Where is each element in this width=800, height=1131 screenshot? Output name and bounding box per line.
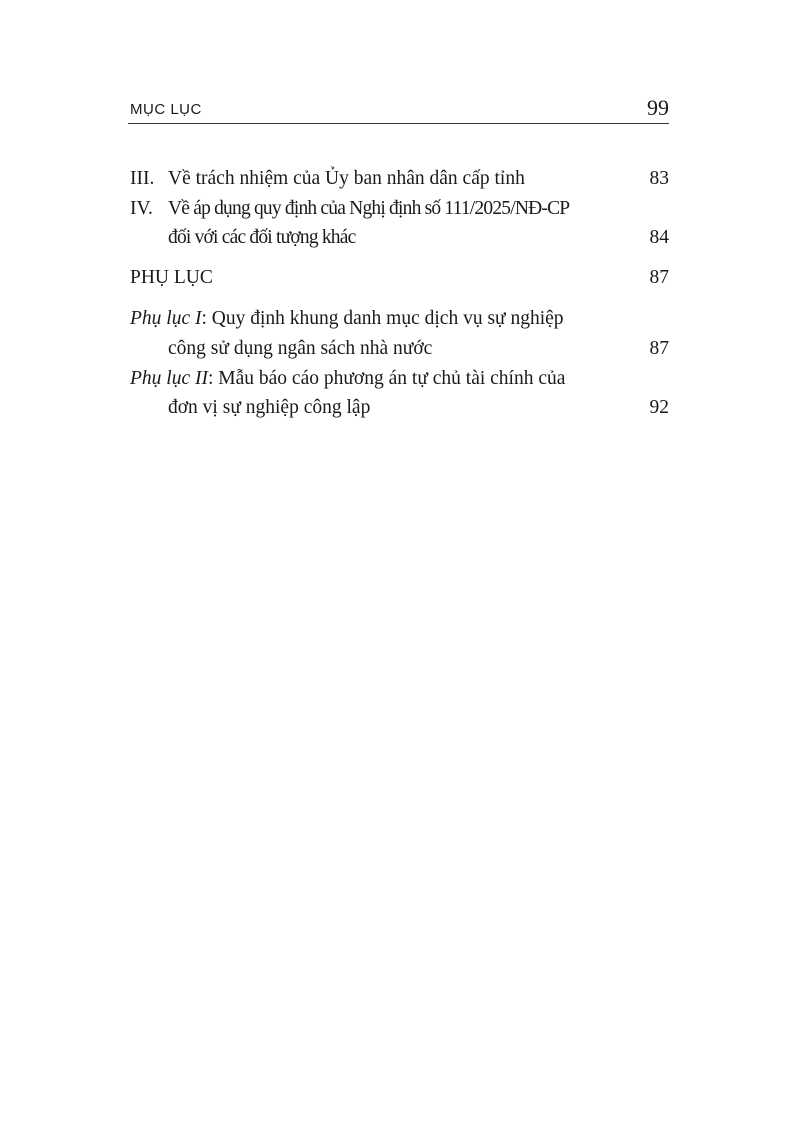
toc-entry-page: 87 (649, 267, 669, 288)
toc-entry-text: Phụ lục II: Mẫu báo cáo phương án tự chủ tài chính của (130, 368, 566, 389)
toc-entry-page: 84 (649, 227, 669, 248)
toc-entry-number: IV. (130, 198, 153, 219)
appendix-label: Phụ lục I (130, 308, 202, 329)
toc-entry-text-continued: công sử dụng ngân sách nhà nước (168, 338, 433, 359)
running-header-page-number: 99 (647, 95, 669, 120)
toc-entry-text-continued: đơn vị sự nghiệp công lập (168, 397, 371, 418)
toc-entry-text: Phụ lục I: Quy định khung danh mục dịch vụ sự nghiệp (130, 308, 564, 329)
header-divider (128, 123, 669, 124)
toc-entry-text-continued: đối với các đối tượng khác (168, 227, 356, 248)
running-header-title: MỤC LỤC (130, 101, 202, 118)
toc-entry-text: Về áp dụng quy định của Nghị định số 111/2025/NĐ-CP (168, 198, 570, 219)
toc-entry-number: III. (130, 168, 155, 189)
toc-entry-text: Về trách nhiệm của Ủy ban nhân dân cấp tỉnh (168, 168, 525, 189)
toc-entry-page: 87 (649, 338, 669, 359)
appendix-label: Phụ lục II (130, 368, 208, 389)
toc-entry-page: 92 (649, 397, 669, 418)
toc-section-title: PHỤ LỤC (130, 267, 213, 288)
toc-entry-page: 83 (649, 168, 669, 189)
